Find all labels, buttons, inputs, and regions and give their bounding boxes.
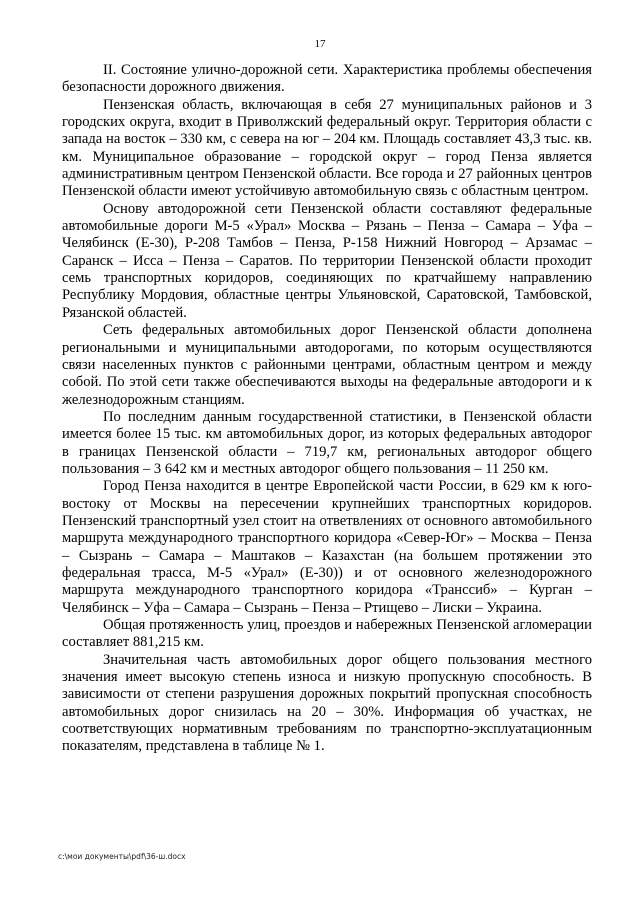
section-heading-paragraph: II. Состояние улично-дорожной сети. Характеристика проблемы обеспечения безопасности дорожного движения. [62, 62, 592, 96]
document-body [62, 62, 592, 756]
page-number: 17 [314, 38, 326, 50]
paragraph-penza-transport-hub: Город Пенза находится в центре Европейской части России, в 629 км к юго-востоку от Москвы на пересечении крупнейших транспортных коридоров. Пензенский транспортный узел стоит на ответвлениях от основного автомобильного маршрута международного транспортного коридора «Север-Юг» – Москва – Пенза – Сызрань – Самара – Маштаков – Казахстан (на большем протяжении это федеральная трасса, М-5 «Урал» (Е-30)) и от основного железнодорожного маршрута международного транспортного коридора «Транссиб» – Курган – Челябинск – Уфа – Самара – Сызрань – Пенза – Ртищево – Лиски – Украина. [62, 478, 592, 616]
paragraph-road-statistics: По последним данным государственной статистики, в Пензенской области имеется более 15 тыс. км автомобильных дорог, из которых федеральных автодорог в границах Пензенской области – 719,7 км, региональных автодорог общего пользования – 3 642 км и местных автодорог общего пользования – 11 250 км. [62, 408, 592, 477]
paragraph-federal-roads: Основу автодорожной сети Пензенской области составляют федеральные автомобильные дороги М-5 «Урал» Москва – Рязань – Пенза – Самара – Уфа – Челябинск (Е-30), Р-208 Тамбов – Пенза, Р-158 Нижний Новгород – Арзамас – Саранск – Исса – Пенза – Саратов. По территории Пензенской области проходит семь транспортных коридоров, соединяющих по кратчайшему направлению Республику Мордовия, областные центры Ульяновской, Саратовской, Тамбовской, Рязанской областей. [62, 200, 592, 321]
footer-file-path: c:\мои документы\pdf\36-ш.docx [58, 852, 186, 861]
paragraph-region-overview: Пензенская область, включающая в себя 27 муниципальных районов и 3 городских округа, входит в Приволжский федеральный округ. Территория области с запада на восток – 330 км, с севера на юг – 204 км. Площадь составляет 43,3 тыс. кв. км. Муниципальное образование – городской округ – город Пенза является административным центром Пензенской области. Все города и 27 районных центров Пензенской области имеют устойчивую автомобильную связь с областным центром. [62, 96, 592, 200]
paragraph-street-length: Общая протяженность улиц, проездов и набережных Пензенской агломерации составляет 881,215 км. [62, 617, 592, 651]
paragraph-road-condition: Значительная часть автомобильных дорог общего пользования местного значения имеет высокую степень износа и низкую пропускную способность. В зависимости от степени разрушения дорожных покрытий пропускная способность автомобильных дорог снизилась на 20 – 30%. Информация об участках, не соответствующих нормативным требованиям по транспортно-эксплуатационным показателям, представлена в таблице № 1. [62, 651, 592, 755]
paragraph-regional-roads: Сеть федеральных автомобильных дорог Пензенской области дополнена региональными и муниципальными автодорогами, по которым осуществляются связи населенных пунктов с районными центрами, областным центром и между собой. По этой сети также обеспечиваются выходы на федеральные автодороги и к железнодорожным станциям. [62, 322, 592, 408]
